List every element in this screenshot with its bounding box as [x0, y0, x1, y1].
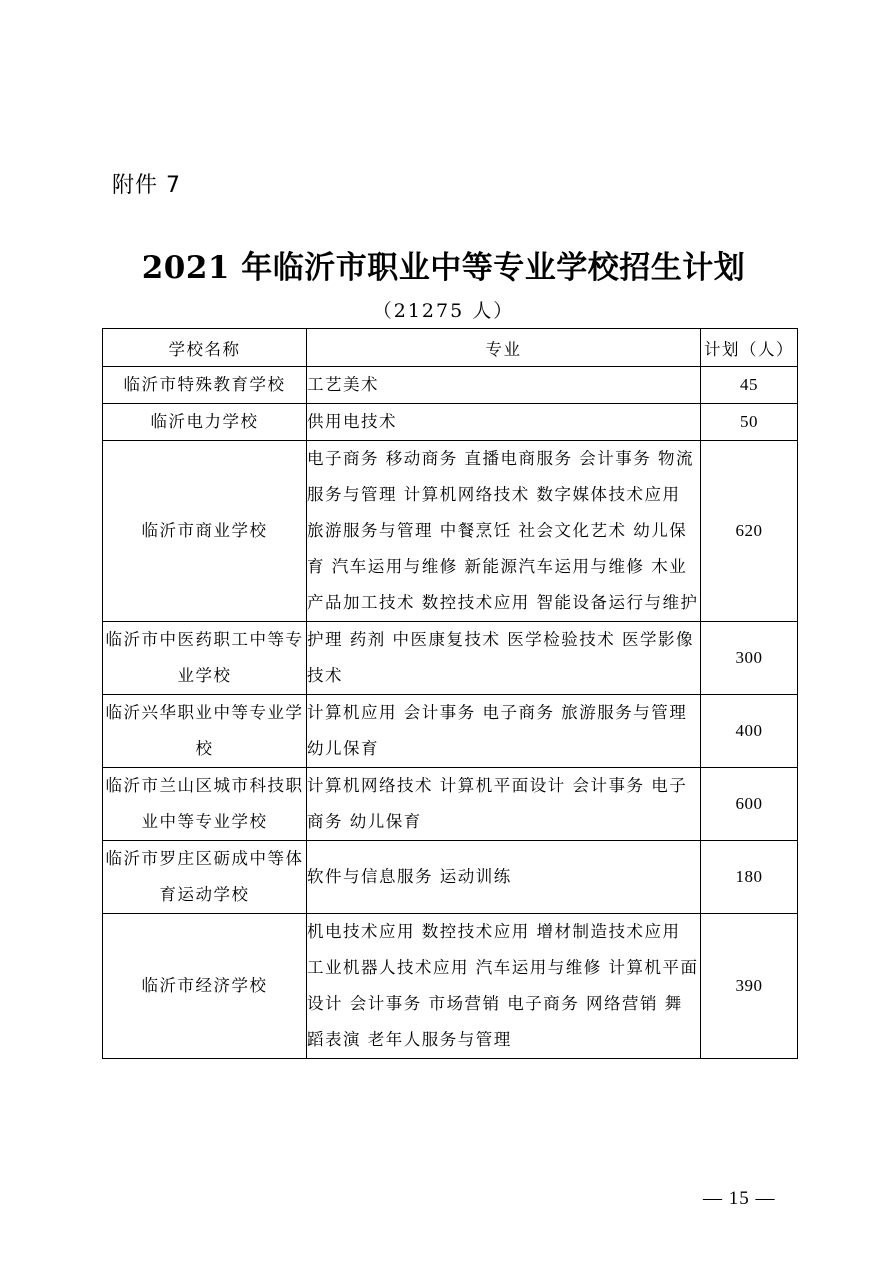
school-name: 临沂市中医药职工中等专业学校: [103, 622, 307, 695]
major-list: 计算机网络技术 计算机平面设计 会计事务 电子商务 幼儿保育: [307, 768, 701, 841]
plan-count: 600: [701, 768, 798, 841]
school-name: 临沂市兰山区城市科技职业中等专业学校: [103, 768, 307, 841]
enrollment-plan-table: [102, 328, 798, 1059]
major-list: 护理 药剂 中医康复技术 医学检验技术 医学影像技术: [307, 622, 701, 695]
major-list: 机电技术应用 数控技术应用 增材制造技术应用 工业机器人技术应用 汽车运用与维修 计算机平面设计 会计事务 市场营销 电子商务 网络营销 舞蹈表演 老年人服务与管理: [307, 914, 701, 1059]
plan-count: 390: [701, 914, 798, 1059]
plan-count: 620: [701, 441, 798, 622]
major-list: 软件与信息服务 运动训练: [307, 841, 701, 914]
plan-count: 300: [701, 622, 798, 695]
document-title: 2021 年临沂市职业中等专业学校招生计划: [141, 250, 746, 286]
table-row: [103, 622, 798, 695]
major-list: 电子商务 移动商务 直播电商服务 会计事务 物流服务与管理 计算机网络技术 数字媒体技术应用 旅游服务与管理 中餐烹饪 社会文化艺术 幼儿保育 汽车运用与维修 新能源汽车运用与维修 木业产品加工技术 数控技术应用 智能设备运行与维护: [307, 441, 701, 622]
table-row: [103, 367, 798, 404]
table-row: [103, 768, 798, 841]
table-row: [103, 695, 798, 768]
school-name: 临沂市商业学校: [103, 441, 307, 622]
table-row: [103, 441, 798, 622]
table-header-row: [103, 329, 798, 367]
school-name: 临沂兴华职业中等专业学校: [103, 695, 307, 768]
table-row: [103, 914, 798, 1059]
school-name: 临沂市罗庄区砺成中等体育运动学校: [103, 841, 307, 914]
school-name: 临沂市特殊教育学校: [103, 367, 307, 404]
table-row: [103, 841, 798, 914]
table-row: [103, 404, 798, 441]
major-list: 供用电技术: [307, 404, 701, 441]
document-subtitle: （21275 人）: [372, 300, 515, 322]
header-plan-count: 计划（人）: [701, 329, 798, 367]
header-major: 专业: [307, 329, 701, 367]
school-name: 临沂电力学校: [103, 404, 307, 441]
plan-count: 50: [701, 404, 798, 441]
header-school-name: 学校名称: [103, 329, 307, 367]
school-name: 临沂市经济学校: [103, 914, 307, 1059]
attachment-label: 附件 7: [112, 173, 181, 198]
plan-count: 45: [701, 367, 798, 404]
page-number: — 15 —: [703, 1188, 776, 1209]
plan-count: 180: [701, 841, 798, 914]
major-list: 计算机应用 会计事务 电子商务 旅游服务与管理 幼儿保育: [307, 695, 701, 768]
major-list: 工艺美术: [307, 367, 701, 404]
plan-count: 400: [701, 695, 798, 768]
